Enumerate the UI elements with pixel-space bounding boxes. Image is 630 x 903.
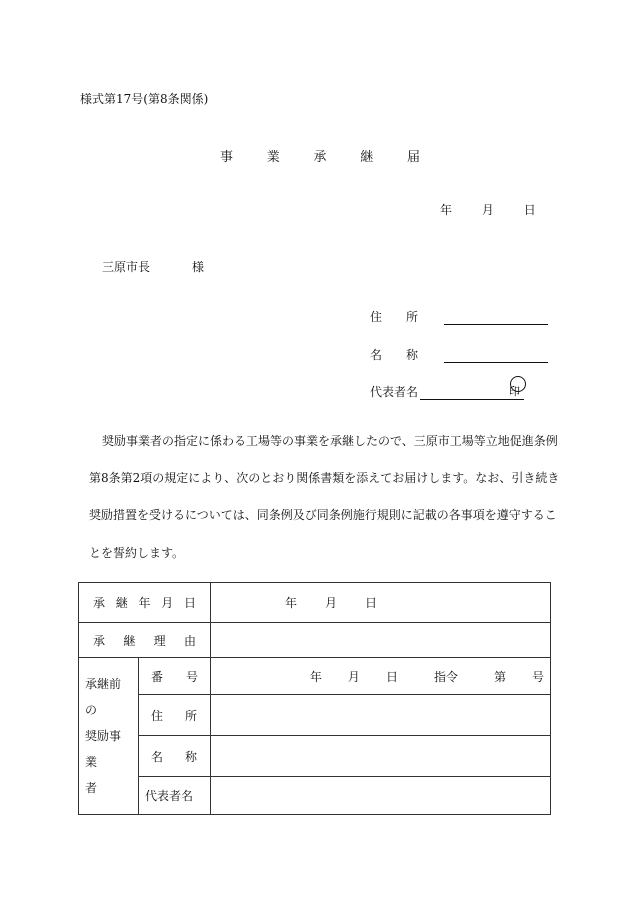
body-text-line-4: とを誓約します。: [89, 546, 185, 560]
value-month: 月: [347, 669, 360, 684]
body-text-line-2: 第8条第2項の規定により、次のとおり関係書類を添えてお届けします。なお、引き続き: [89, 471, 560, 485]
prior-address-value[interactable]: [211, 695, 551, 736]
number-label: [139, 658, 211, 695]
prior-business-label: [79, 658, 139, 815]
succession-info-table: [78, 582, 551, 815]
label-char: 由: [183, 633, 196, 648]
label-char: 称: [185, 749, 198, 764]
label-char: 日: [184, 596, 197, 610]
title-char: 業: [266, 150, 280, 165]
date-day: 日: [523, 203, 536, 217]
form-number: 様式第17号(第8条関係): [80, 92, 209, 106]
value-designation: 指令: [433, 669, 458, 684]
submission-date: [440, 201, 536, 218]
addressee: [102, 258, 204, 275]
value-day: 日: [365, 596, 378, 610]
body-text-line-1: 奨励事業者の指定に係わる工場等の事業を承継したので、三原市工場等立地促進条例: [102, 434, 558, 448]
date-year: 年: [440, 203, 453, 217]
prior-name-value[interactable]: [211, 736, 551, 777]
table-row: [79, 736, 551, 777]
seal-mark: 印: [509, 385, 520, 398]
label-char: 承: [93, 633, 106, 648]
succession-reason-value[interactable]: [211, 623, 551, 658]
table-row: [79, 777, 551, 815]
label-char: 所: [185, 708, 198, 723]
label-char: 住: [151, 708, 164, 723]
label-char: 年: [138, 596, 151, 610]
prior-label-line: 承継前の: [85, 677, 122, 717]
table-row: [79, 695, 551, 736]
succession-date-value[interactable]: [211, 583, 551, 623]
address-line: [444, 310, 548, 325]
applicant-name-field: [370, 346, 548, 363]
title-char: 継: [360, 150, 374, 165]
title-char: 承: [313, 150, 327, 165]
label-char: 理: [153, 633, 166, 648]
prior-representative-label: [139, 777, 211, 815]
name-line: [444, 348, 548, 363]
value-no: 第: [493, 669, 506, 684]
prior-address-label: [139, 695, 211, 736]
succession-reason-label: [79, 623, 211, 658]
value-month: 月: [325, 596, 338, 610]
prior-name-label: [139, 736, 211, 777]
addressee-honorific: 様: [192, 260, 205, 274]
addressee-name: 三原市長: [102, 260, 151, 274]
representative-label: 代表者名: [370, 385, 419, 399]
succession-date-label: [79, 583, 211, 623]
label-char: 継: [123, 633, 136, 648]
value-go: 号: [531, 669, 544, 684]
name-label: 名称: [370, 348, 443, 362]
prior-label-line: 奨励事業: [85, 729, 122, 769]
label-char: 継: [115, 596, 128, 610]
value-day: 日: [385, 669, 398, 684]
title-char: 事: [220, 150, 234, 165]
label-char: 名: [151, 749, 164, 764]
table-row: [79, 583, 551, 623]
applicant-address-field: [370, 308, 548, 325]
value-year: 年: [309, 669, 322, 684]
prior-representative-value[interactable]: [211, 777, 551, 815]
number-value[interactable]: [211, 658, 551, 695]
body-text-line-3: 奨励措置を受けるについては、同条例及び同条例施行規則に記載の各事項を遵守するこ: [89, 508, 557, 522]
label-char: 承: [93, 596, 106, 610]
applicant-representative-field: [370, 383, 524, 400]
table-row: [79, 658, 551, 695]
address-label: 住所: [370, 310, 443, 324]
table-row: [79, 623, 551, 658]
document-title: [220, 146, 420, 165]
prior-label-line: 者: [85, 781, 98, 795]
date-month: 月: [481, 203, 494, 217]
label-char: 番: [151, 669, 164, 684]
label-text: 代表者名: [145, 789, 194, 803]
value-year: 年: [285, 596, 298, 610]
label-char: 号: [186, 669, 199, 684]
label-char: 月: [161, 596, 174, 610]
title-char: 届: [406, 150, 420, 165]
